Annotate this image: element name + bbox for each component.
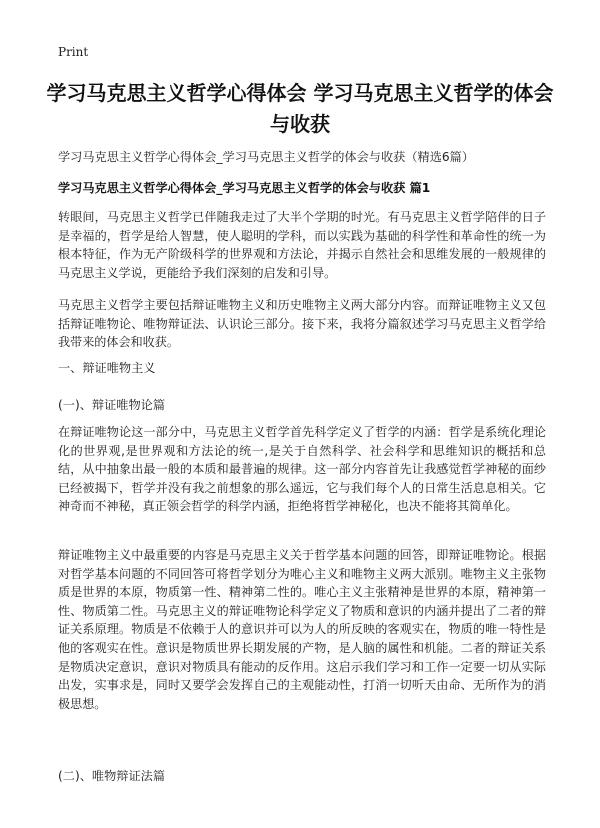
paragraph-overview: 马克思主义哲学主要包括辩证唯物主义和历史唯物主义两大部分内容。而辩证唯物主义又包括辩证唯物论、唯物辩证法、认识论三部分。接下来，我将分篇叙述学习马克思主义哲学给我带来的体会和收获。 xyxy=(58,298,546,350)
page-title: 学习马克思主义哲学心得体会 学习马克思主义哲学的体会与收获 xyxy=(46,81,554,136)
section-heading: 一、辩证唯物主义 xyxy=(58,361,156,375)
paragraph-basic-question: 辩证唯物主义中最重要的内容是马克思主义关于哲学基本问题的回答，即辩证唯物论。根据对哲学基本问题的不同回答可将哲学划分为唯心主义和唯物主义两大派别。唯物主义主张物质是世界的本原，物质第一性、精神第二性的。唯心主义主张精神是世界的本原，精神第一性、物质第二性。马克思主义的辩证唯物论科学定义了物质和意识的内涵并提出了二者的辩证关系原理。物质是不依赖于人的意识并可以为人的所反映的客观实在，物质的唯一特性是他的客观实在性。意识是物质世界长期发展的产物，是人脑的属性和机能。二者的辩证关系是物质决定意识，意识对物质具有能动的反作用。这启示我们学习和工作一定要一切从实际出发，实事求是，同时又要学会发挥自己的主观能动性，打消一切听天由命、无所作为的消极思想。 xyxy=(58,548,546,711)
document-subtitle: 学习马克思主义哲学心得体会_学习马克思主义哲学的体会与收获（精选6篇） xyxy=(58,150,475,164)
paragraph-dialectical-materialism: 在辩证唯物论这一部分中，马克思主义哲学首先科学定义了哲学的内涵：哲学是系统化理论化的世界观,是世界观和方法论的统一,是关于自然科学、社会科学和思维知识的概括和总结，从中抽象出最一般的本质和最普遍的规律。这一部分内容首先让我感觉哲学神秘的面纱已经被揭下，哲学并没有我之前想象的那么遥远，它与我们每个人的日常生活息息相关。它神奇而不神秘，真正领会哲学的科学内涵，拒绝将哲学神秘化，也决不能将其简单化。 xyxy=(58,425,546,514)
subsection-heading-2: (二)、唯物辩证法篇 xyxy=(58,769,166,783)
paragraph-intro: 转眼间，马克思主义哲学已伴随我走过了大半个学期的时光。有马克思主义哲学陪伴的日子是幸福的，哲学是给人智慧，使人聪明的学科，而以实践为基础的科学性和革命性的统一为根本特征，作为无产阶级科学的世界观和方法论，并揭示自然社会和思维发展的一般规律的马克思主义学说，更能给予我们深刻的启发和引导。 xyxy=(58,210,546,280)
print-link[interactable]: Print xyxy=(58,45,89,59)
subsection-heading-1: (一)、辩证唯物论篇 xyxy=(58,398,166,412)
article-heading: 学习马克思主义哲学心得体会_学习马克思主义哲学的体会与收获 篇1 xyxy=(58,181,431,195)
